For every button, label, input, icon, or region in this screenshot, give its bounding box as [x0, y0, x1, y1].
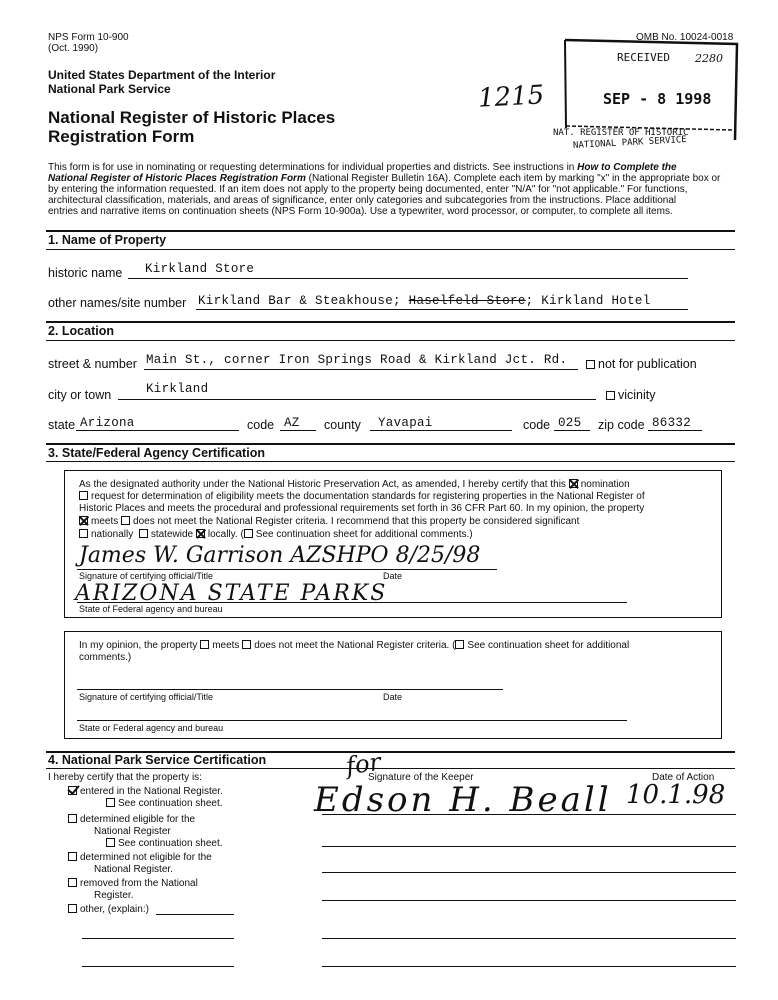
form-title-line2: Registration Form [48, 127, 195, 146]
box2-continuation-label: See continuation sheet for additional [467, 640, 630, 651]
date-of-action-handwriting: 10.1.98 [626, 780, 726, 810]
does-not-meet-checkbox[interactable] [121, 516, 130, 525]
nationally-label: nationally [91, 529, 134, 540]
determined-not-eligible-checkbox[interactable] [68, 852, 77, 861]
not-for-publication-label: not for publication [598, 357, 697, 371]
state-label: state [48, 418, 76, 432]
instructions-text: This form is for use in nominating or requesting determinations for individual properties and districts. See instructions in [48, 162, 578, 173]
agency-line [77, 720, 627, 721]
box2-continuation-checkbox[interactable] [455, 640, 464, 649]
explain-line [82, 938, 234, 939]
agency-line [77, 602, 627, 603]
entered-label: entered in the National Register. [80, 786, 223, 797]
determined-eligible-checkbox[interactable] [68, 814, 77, 823]
date-of-action-label: Date of Action [652, 772, 715, 783]
stamp-received: RECEIVED [617, 51, 670, 64]
keeper-line [322, 900, 736, 901]
box2-agency-label: State or Federal agency and bureau [79, 723, 224, 733]
field-underline [118, 399, 596, 400]
agency-handwriting: ARIZONA STATE PARKS [75, 581, 388, 606]
zip-label: zip code [598, 418, 645, 432]
section-divider [46, 321, 735, 323]
box2-meets-label: meets [212, 640, 240, 651]
instructions-text: by entering the information requested. If an item does not apply to the property being documented, enter "N/A" for "not applicable." For functions, [48, 184, 688, 195]
field-underline [76, 430, 239, 431]
meets-checkbox[interactable] [79, 516, 88, 525]
section-divider [46, 461, 735, 462]
city-label: city or town [48, 388, 112, 402]
other-names-field[interactable] [198, 294, 651, 308]
nationally-checkbox[interactable] [79, 529, 88, 538]
certifying-signature [79, 543, 480, 568]
zip-field[interactable]: 86332 [652, 416, 692, 430]
received-stamp [553, 38, 739, 151]
determined-not-eligible-option[interactable] [68, 852, 212, 863]
county-code-label: code [523, 418, 551, 432]
state-field[interactable]: Arizona [80, 416, 135, 430]
box2-signature-label: Signature of certifying official/Title [79, 692, 214, 702]
cert-line1 [79, 479, 630, 490]
dept-line2: National Park Service [48, 82, 171, 96]
removed-checkbox[interactable] [68, 878, 77, 887]
section1-heading: 1. Name of Property [48, 233, 167, 247]
cert-text: As the designated authority under the National Historic Preservation Act, as amended, I hereby certify that this [79, 479, 566, 490]
omb-number: OMB No. 10024-0018 [636, 32, 734, 43]
cert-line3: Historic Places and meets the procedural and professional requirements set forth in 36 CFR Part 60. In my opinion, the property [79, 503, 645, 514]
agency-label: State of Federal agency and bureau [79, 604, 223, 614]
signature-handwriting: James W. Garrison AZSHPO [79, 543, 389, 568]
box2-does-not-meet-checkbox[interactable] [242, 640, 251, 649]
nomination-label: nomination [580, 479, 630, 490]
code-label: code [247, 418, 275, 432]
meets-label: meets [91, 516, 119, 527]
eligible-continuation-label: See continuation sheet. [118, 838, 223, 849]
stamp-date: SEP - 8 1998 [603, 90, 712, 108]
section-divider [46, 443, 735, 445]
instructions-text: (National Register Bulletin 16A). Complete each item by marking "x" in the appropriate box or [305, 173, 721, 184]
historic-name-label: historic name [48, 266, 123, 280]
stamp-nat-line1: NAT. REGISTER OF HISTORIC [553, 128, 689, 138]
field-underline [280, 430, 316, 431]
removed-option[interactable] [68, 878, 198, 889]
determined-eligible-label: determined eligible for the [80, 814, 196, 825]
vicinity-checkbox[interactable] [606, 391, 615, 400]
stamp-nat-line2: NATIONAL PARK SERVICE [572, 135, 687, 151]
other-name-3: ; Kirkland Hotel [525, 294, 651, 308]
street-label: street & number [48, 357, 137, 371]
eligible-continuation[interactable] [106, 838, 223, 849]
entered-continuation[interactable] [106, 798, 223, 809]
not-for-publication-checkbox[interactable] [586, 360, 595, 369]
field-underline [128, 278, 688, 279]
opinion-line1 [79, 640, 629, 651]
cert-text: request for determination of eligibility meets the documentation standards for registering properties in the National Register of [91, 491, 645, 502]
continuation-label: See continuation sheet for additional comments.) [255, 529, 473, 540]
statewide-checkbox[interactable] [139, 529, 148, 538]
section-divider [46, 230, 735, 232]
locally-checkbox[interactable] [196, 529, 205, 538]
state-code-field[interactable]: AZ [284, 416, 300, 430]
field-underline [648, 430, 702, 431]
instructions-paragraph [48, 162, 738, 217]
form-number: NPS Form 10-900 [48, 32, 129, 43]
field-underline [554, 430, 590, 431]
form-title-line1: National Register of Historic Places [48, 108, 336, 127]
handwritten-reference-number: 1215 [477, 80, 545, 114]
section-divider [46, 768, 735, 769]
field-underline [196, 309, 688, 310]
cert-line5 [79, 529, 473, 540]
not-for-publication[interactable] [586, 357, 697, 371]
commenting-official-box [64, 631, 722, 739]
entered-option[interactable] [68, 786, 223, 797]
historic-name-field[interactable]: Kirkland Store [145, 262, 255, 276]
city-field[interactable]: Kirkland [146, 382, 209, 396]
other-name-1: Kirkland Bar & Steakhouse; [198, 294, 409, 308]
state-certification-box [64, 470, 722, 618]
keeper-signature-handwriting: Edson H. Beall [314, 780, 612, 820]
dept-line1: United States Department of the Interior [48, 68, 276, 82]
signature-label: Signature of certifying official/Title [79, 571, 214, 581]
other-names-label: other names/site number [48, 296, 187, 310]
section4-heading: 4. National Park Service Certification [48, 753, 267, 767]
vicinity-label: vicinity [618, 388, 656, 402]
other-option[interactable] [68, 904, 149, 915]
entered-continuation-label: See continuation sheet. [118, 798, 223, 809]
vicinity[interactable] [606, 388, 656, 402]
county-code-field[interactable]: 025 [558, 416, 582, 430]
removed-label: removed from the National [80, 878, 198, 889]
removed-label-2: Register. [94, 890, 134, 901]
box2-date-label: Date [383, 692, 403, 702]
entered-continuation-checkbox[interactable] [106, 798, 115, 807]
nomination-checkbox[interactable] [569, 479, 578, 488]
opinion-line2: comments.) [79, 652, 132, 663]
form-date: (Oct. 1990) [48, 43, 99, 54]
section-divider [46, 249, 735, 250]
other-checkbox[interactable] [68, 904, 77, 913]
other-line [156, 914, 234, 915]
keeper-line [322, 846, 736, 847]
determined-not-eligible-label: determined not eligible for the [80, 852, 212, 863]
keeper-line [322, 872, 736, 873]
other-label: other, (explain:) [80, 904, 149, 915]
explain-line [82, 966, 234, 967]
keeper-signature-label: Signature of the Keeper [368, 772, 474, 783]
box2-does-not-meet-label: does not meet the National Register criteria. ( [254, 640, 456, 651]
instructions-italic: How to Complete the [577, 162, 677, 173]
signature-line [77, 689, 503, 690]
box2-meets-checkbox[interactable] [200, 640, 209, 649]
signature-date-handwriting: 8/25/98 [395, 543, 481, 568]
determined-eligible-option[interactable] [68, 814, 195, 825]
continuation-checkbox[interactable] [244, 529, 253, 538]
locally-label: locally. ( [207, 529, 244, 540]
keeper-line [322, 814, 736, 815]
instructions-text: entries and narrative items on continuation sheets (NPS Form 10-900a). Use a typewriter, word processor, or computer, to complete all items. [48, 206, 673, 217]
street-field[interactable]: Main St., corner Iron Springs Road & Kirkland Jct. Rd. [146, 353, 568, 367]
section2-heading: 2. Location [48, 324, 114, 338]
cert-line4 [79, 516, 579, 527]
instructions-italic: National Register of Historic Places Registration Form [48, 173, 306, 184]
determined-not-eligible-label-2: National Register. [94, 864, 173, 875]
field-underline [370, 430, 512, 431]
keeper-line [322, 966, 736, 967]
other-name-2-struck: Haselfeld Store [408, 294, 526, 308]
does-not-meet-label: does not meet the National Register criteria. I recommend that this property be considered significant [133, 516, 580, 527]
date-label: Date [383, 571, 403, 581]
field-underline [144, 369, 578, 370]
stamp-received-number: 2280 [695, 52, 723, 65]
opinion-text: In my opinion, the property [79, 640, 198, 651]
section3-heading: 3. State/Federal Agency Certification [48, 446, 265, 460]
instructions-text: architectural classification, materials, and areas of significance, enter only categories and subcategories from the instructions. Place additional [48, 195, 677, 206]
request-determination-checkbox[interactable] [79, 491, 88, 500]
statewide-label: statewide [150, 529, 194, 540]
section-divider [46, 340, 735, 341]
signature-line [77, 569, 497, 570]
for-handwriting: for [344, 747, 383, 781]
eligible-continuation-checkbox[interactable] [106, 838, 115, 847]
cert-line2 [79, 491, 645, 502]
entered-checkbox[interactable] [68, 786, 77, 795]
county-field[interactable]: Yavapai [378, 416, 433, 430]
county-label: county [324, 418, 361, 432]
keeper-line [322, 938, 736, 939]
determined-eligible-label-2: National Register [94, 826, 171, 837]
nps-cert-intro: I hereby certify that the property is: [48, 772, 202, 783]
